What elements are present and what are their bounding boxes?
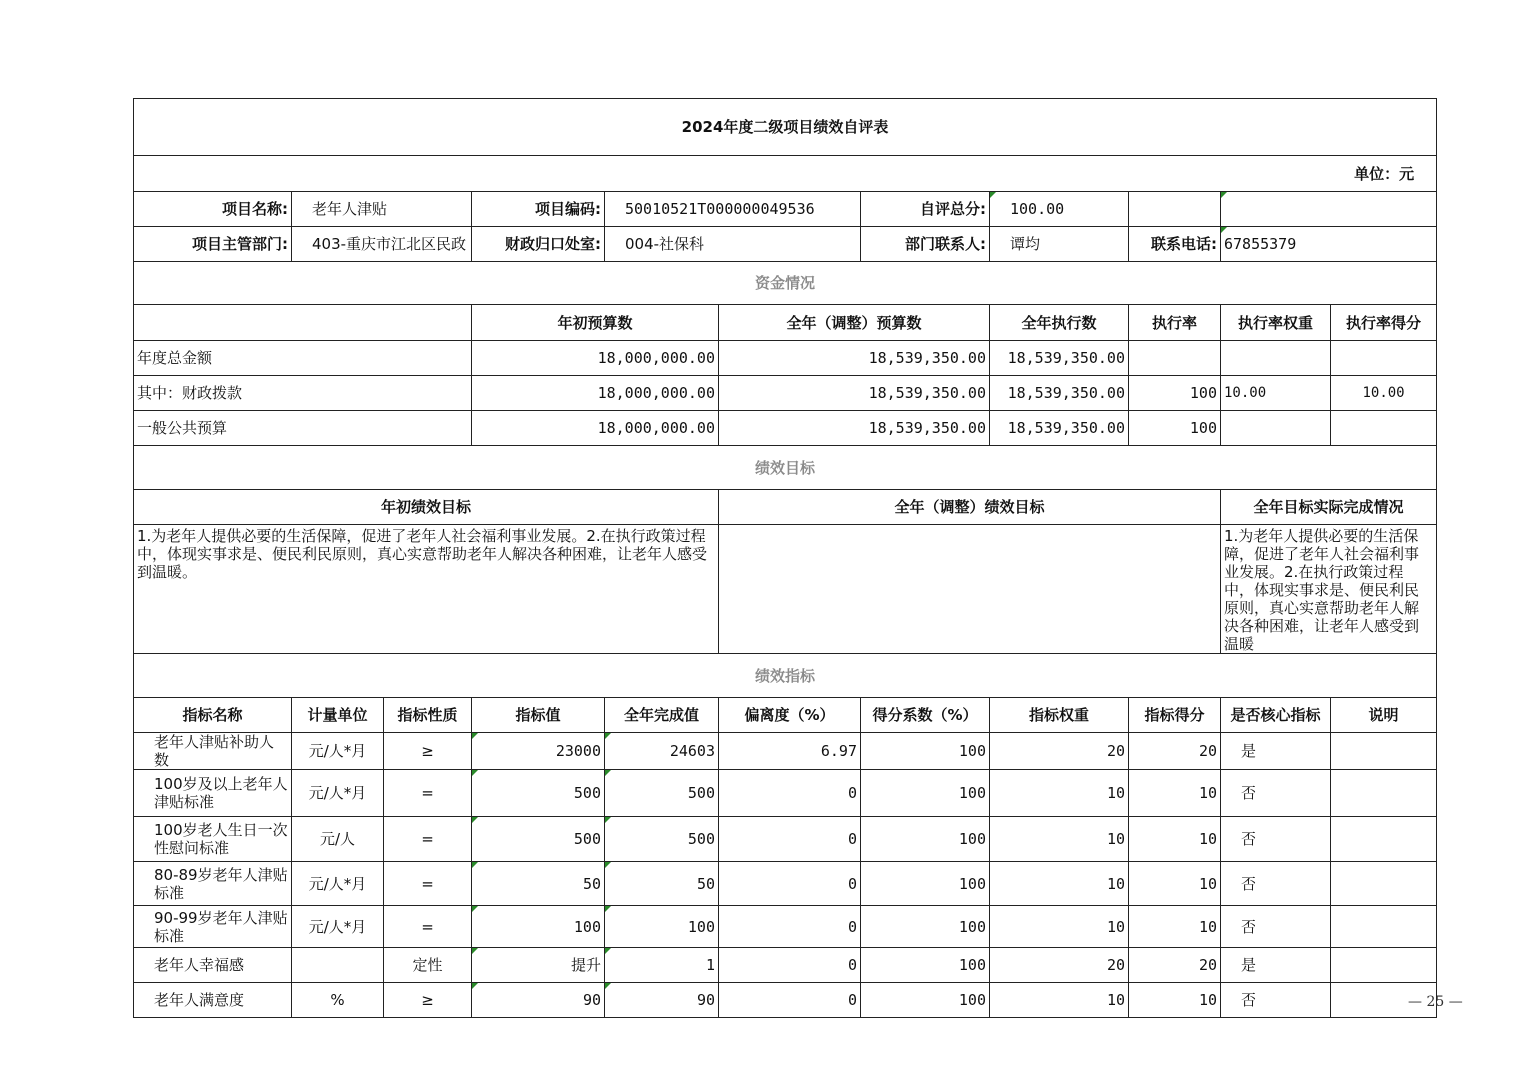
funds-header: 执行率 (1129, 305, 1221, 341)
indicator-cell: 20 (990, 948, 1129, 983)
indicator-header: 计量单位 (292, 698, 384, 733)
indicator-cell: 元/人*月 (292, 733, 384, 770)
indicator-cell (1331, 817, 1437, 862)
indicator-cell: = (384, 817, 472, 862)
indicator-cell: 500 (472, 770, 605, 817)
funds-cell: 100 (1129, 376, 1221, 411)
indicator-row (134, 770, 1437, 817)
funds-cell: 18,000,000.00 (472, 411, 719, 446)
funds-header: 全年（调整）预算数 (719, 305, 990, 341)
funds-header-text: 全年执行数 (1021, 313, 1097, 332)
indicator-cell: = (384, 770, 472, 817)
indicator-cell: 10 (1129, 862, 1221, 906)
indicator-cell: 0 (719, 983, 861, 1018)
indicator-cell: 50 (472, 862, 605, 906)
indicator-cell: 500 (605, 770, 719, 817)
indicator-cell: 是 (1221, 948, 1331, 983)
funds-cell: 年度总金额 (134, 341, 472, 376)
funds-cell (1129, 341, 1221, 376)
phone-value: 67855379 (1221, 227, 1437, 262)
indicator-cell: 元/人*月 (292, 906, 384, 948)
funds-header: 执行率权重 (1221, 305, 1331, 341)
indicator-cell: 老年人幸福感 (134, 948, 292, 983)
indicator-cell: 10 (990, 817, 1129, 862)
indicator-cell: 老年人满意度 (134, 983, 292, 1018)
indicator-cell (1331, 733, 1437, 770)
indicator-header: 指标权重 (990, 698, 1129, 733)
indicator-cell: 500 (472, 817, 605, 862)
project-code-value: 50010521T000000049536 (605, 192, 861, 227)
indicators-section-title: 绩效指标 (134, 654, 1437, 698)
indicator-header: 是否核心指标 (1221, 698, 1331, 733)
funds-cell (1331, 341, 1437, 376)
indicator-cell: 1 (605, 948, 719, 983)
indicator-cell: 0 (719, 948, 861, 983)
goal-adjusted (719, 525, 1221, 654)
indicator-row (134, 817, 1437, 862)
funds-header: 年初预算数 (472, 305, 719, 341)
indicator-cell: 24603 (605, 733, 719, 770)
indicator-cell: 90 (605, 983, 719, 1018)
indicator-cell: 100 (861, 817, 990, 862)
finance-value: 004-社保科 (605, 227, 861, 262)
indicator-cell: 80-89岁老年人津贴标准 (134, 862, 292, 906)
funds-row (134, 341, 1437, 376)
funds-section-title: 资金情况 (134, 262, 1437, 305)
funds-cell: 18,539,350.00 (990, 341, 1129, 376)
indicator-row (134, 906, 1437, 948)
funds-cell: 18,539,350.00 (990, 376, 1129, 411)
indicator-cell: 100 (605, 906, 719, 948)
indicator-cell: 100 (861, 733, 990, 770)
indicator-cell: 0 (719, 862, 861, 906)
funds-row (134, 411, 1437, 446)
indicator-cell: 100岁老人生日一次性慰问标准 (134, 817, 292, 862)
indicator-rows (134, 733, 1437, 1018)
indicator-cell: 是 (1221, 733, 1331, 770)
indicator-header: 指标名称 (134, 698, 292, 733)
indicator-cell: 否 (1221, 817, 1331, 862)
funds-cell (1331, 411, 1437, 446)
goals-header: 全年目标实际完成情况 (1221, 490, 1437, 525)
empty-cell (1221, 192, 1437, 227)
funds-header (134, 305, 472, 341)
funds-cell: 一般公共预算 (134, 411, 472, 446)
goal-initial: 1.为老年人提供必要的生活保障，促进了老年人社会福利事业发展。2.在执行政策过程中，体现实事求是、便民利民原则，真心实意帮助老年人解决各种困难，让老年人感受到温暖。 (134, 525, 719, 654)
project-name-label: 项目名称: (134, 192, 292, 227)
dept-value: 403-重庆市江北区民政 (292, 227, 472, 262)
funds-cell: 10.00 (1221, 376, 1331, 411)
indicator-cell: 23000 (472, 733, 605, 770)
indicator-cell: 10 (990, 983, 1129, 1018)
funds-cell: 100 (1129, 411, 1221, 446)
indicator-cell: 500 (605, 817, 719, 862)
funds-cell: 18,000,000.00 (472, 341, 719, 376)
indicator-row (134, 948, 1437, 983)
page-number: — 25 — (1408, 994, 1463, 1010)
indicator-cell: 10 (1129, 770, 1221, 817)
indicator-cell: 20 (1129, 948, 1221, 983)
score-label: 自评总分: (861, 192, 990, 227)
indicator-cell: 元/人 (292, 817, 384, 862)
indicator-cell: = (384, 906, 472, 948)
project-code-label: 项目编码: (472, 192, 605, 227)
indicator-cell: 10 (990, 862, 1129, 906)
indicator-cell: 否 (1221, 906, 1331, 948)
score-value: 100.00 (990, 192, 1129, 227)
contact-label: 部门联系人: (861, 227, 990, 262)
indicator-header: 偏离度（%） (719, 698, 861, 733)
performance-table (133, 98, 1437, 1018)
indicator-cell: 老年人津贴补助人数 (134, 733, 292, 770)
indicator-cell: 10 (1129, 983, 1221, 1018)
indicator-cell: 20 (1129, 733, 1221, 770)
indicator-cell: 0 (719, 906, 861, 948)
goal-actual: 1.为老年人提供必要的生活保障，促进了老年人社会福利事业发展。2.在执行政策过程中，体现实事求是、便民利民原则，真心实意帮助老年人解决各种困难，让老年人感受到温暖 (1221, 525, 1437, 654)
indicator-cell: 提升 (472, 948, 605, 983)
funds-row (134, 376, 1437, 411)
funds-cell: 18,539,350.00 (990, 411, 1129, 446)
indicator-cell: ≥ (384, 733, 472, 770)
indicator-cell: 90-99岁老年人津贴标准 (134, 906, 292, 948)
indicators-header-row (134, 698, 1437, 733)
indicator-header: 说明 (1331, 698, 1437, 733)
indicator-cell: 否 (1221, 862, 1331, 906)
page-title: 2024年度二级项目绩效自评表 (134, 99, 1437, 156)
indicator-cell: 100 (472, 906, 605, 948)
indicator-cell: 0 (719, 770, 861, 817)
indicator-cell: 100 (861, 862, 990, 906)
indicator-header: 指标性质 (384, 698, 472, 733)
funds-cell: 18,000,000.00 (472, 376, 719, 411)
unit-label: 单位：元 (134, 156, 1437, 192)
indicator-cell (1331, 906, 1437, 948)
indicator-cell: 0 (719, 817, 861, 862)
indicator-cell: 90 (472, 983, 605, 1018)
indicator-cell: 100 (861, 770, 990, 817)
indicator-cell: ≥ (384, 983, 472, 1018)
indicator-cell: 100 (861, 948, 990, 983)
indicator-cell: 元/人*月 (292, 862, 384, 906)
goals-section-title: 绩效目标 (134, 446, 1437, 490)
dept-label: 项目主管部门: (134, 227, 292, 262)
indicator-cell: 否 (1221, 770, 1331, 817)
indicator-cell (1331, 862, 1437, 906)
indicator-cell: % (292, 983, 384, 1018)
indicator-cell (1331, 770, 1437, 817)
indicator-cell (1331, 948, 1437, 983)
indicator-cell: 元/人*月 (292, 770, 384, 817)
indicator-cell: 6.97 (719, 733, 861, 770)
indicator-cell: 100 (861, 983, 990, 1018)
phone-label: 联系电话: (1129, 227, 1221, 262)
indicator-row (134, 733, 1437, 770)
project-name-value: 老年人津贴 (292, 192, 472, 227)
funds-cell: 18,539,350.00 (719, 341, 990, 376)
funds-header: 执行率得分 (1331, 305, 1437, 341)
funds-cell: 18,539,350.00 (719, 411, 990, 446)
indicator-cell: 10 (990, 770, 1129, 817)
indicator-row (134, 983, 1437, 1018)
indicator-header: 指标值 (472, 698, 605, 733)
finance-label: 财政归口处室: (472, 227, 605, 262)
indicator-header: 全年完成值 (605, 698, 719, 733)
indicator-cell: 100岁及以上老年人津贴标准 (134, 770, 292, 817)
indicator-cell: 定性 (384, 948, 472, 983)
funds-cell: 18,539,350.00 (719, 376, 990, 411)
indicator-cell: 20 (990, 733, 1129, 770)
indicator-header: 指标得分 (1129, 698, 1221, 733)
goals-header: 全年（调整）绩效目标 (719, 490, 1221, 525)
indicator-cell: 10 (1129, 817, 1221, 862)
indicator-cell: 100 (861, 906, 990, 948)
funds-cell: 其中：财政拨款 (134, 376, 472, 411)
indicator-header: 得分系数（%） (861, 698, 990, 733)
indicator-cell: = (384, 862, 472, 906)
funds-cell: 10.00 (1331, 376, 1437, 411)
indicator-cell: 10 (1129, 906, 1221, 948)
indicator-cell: 50 (605, 862, 719, 906)
goals-header: 年初绩效目标 (134, 490, 719, 525)
funds-cell (1221, 341, 1331, 376)
funds-cell (1221, 411, 1331, 446)
indicator-cell (292, 948, 384, 983)
indicator-cell: 否 (1221, 983, 1331, 1018)
indicator-cell: 10 (990, 906, 1129, 948)
indicator-row (134, 862, 1437, 906)
contact-value: 谭均 (990, 227, 1129, 262)
funds-header (990, 305, 1129, 341)
empty-cell (1129, 192, 1221, 227)
